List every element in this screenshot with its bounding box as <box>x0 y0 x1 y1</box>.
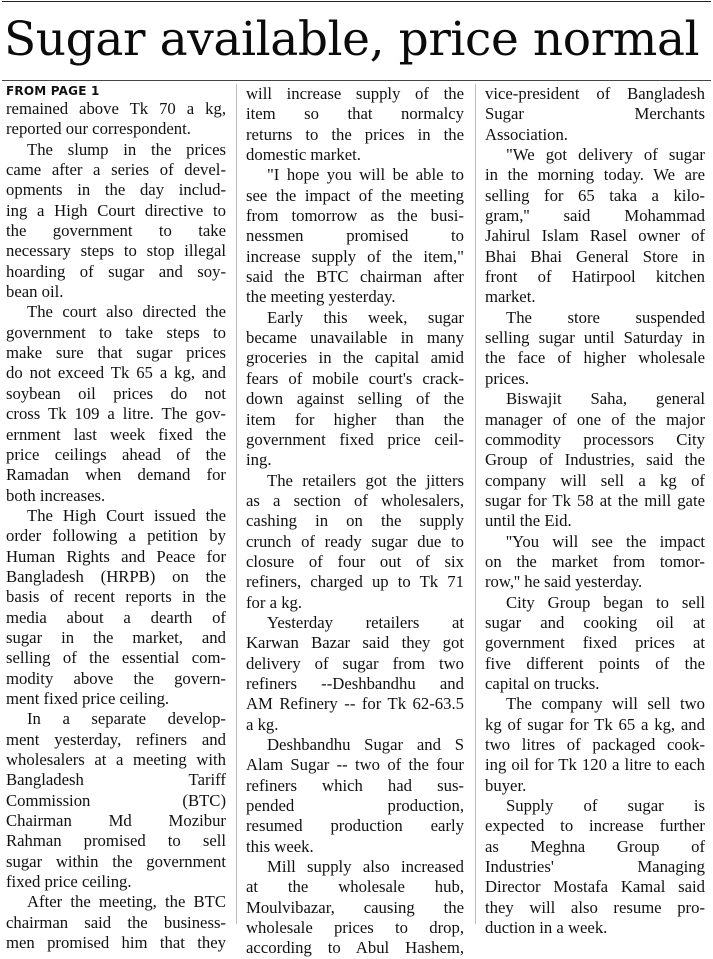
article-text-line: ing. <box>246 450 272 470</box>
article-text-line: government to take steps to <box>6 322 226 342</box>
column-divider <box>475 84 476 924</box>
article-text-line: resumed production early <box>246 816 464 836</box>
article-text-line: ernment last week fixed the <box>6 424 226 444</box>
article-text-line: reported our correspondent. <box>6 119 191 139</box>
article-text-line: market. <box>485 287 536 307</box>
article-text-line: selling sugar until Saturday in <box>485 328 705 348</box>
article-text-line: a kg. <box>246 714 279 734</box>
article-text-line: five different points of the <box>485 653 705 673</box>
article-text-line: order following a petition by <box>6 526 226 546</box>
article-column-3 <box>485 84 705 938</box>
article-text-line: cashing in on the supply <box>246 511 464 531</box>
article-text-line: became unavailable in many <box>246 328 464 348</box>
article-text-line: Human Rights and Peace for <box>6 546 226 566</box>
article-text-line: men promised him that they <box>6 933 226 953</box>
article-text-line: Group of Industries, said the <box>485 450 705 470</box>
article-text-line: sugar within the government <box>6 851 226 871</box>
article-text-line: closure of four out of six <box>246 551 464 571</box>
article-text-line: soybean oil prices do not <box>6 383 226 403</box>
article-text-line: ing oil for Tk 120 a litre to each <box>485 755 705 775</box>
article-text-line: according to Abul Hashem, <box>246 938 464 958</box>
article-text-line: manager of one of the major <box>485 409 705 429</box>
article-text-line: chairman said the business- <box>6 912 226 932</box>
article-text-line: said the BTC chairman after <box>246 267 464 287</box>
article-text-line: The retailers got the jitters <box>267 470 464 490</box>
article-text-line: Jahirul Islam Rasel owner of <box>485 226 705 246</box>
article-text-line: make sure that sugar prices <box>6 343 226 363</box>
article-text-line: as Meghna Group of <box>485 836 705 856</box>
article-text-line: front of Hatirpool kitchen <box>485 267 705 287</box>
article-text-line: buyer. <box>485 775 527 795</box>
article-text-line: both increases. <box>6 485 106 505</box>
article-text-line: returns to the prices in the <box>246 124 464 144</box>
article-text-line: opments in the day includ- <box>6 180 226 200</box>
article-text-line: increase supply of the item," <box>246 246 464 266</box>
column-divider <box>236 84 237 924</box>
article-text-line: item so that normalcy <box>246 104 464 124</box>
article-text-line: nessmen promised to <box>246 226 464 246</box>
article-text-line: selling of the essential com- <box>6 648 226 668</box>
article-text-line: Sugar Merchants <box>485 104 705 124</box>
article-text-line: The slump in the prices <box>27 139 226 159</box>
kicker-from-page: FROM PAGE 1 <box>6 84 100 98</box>
article-text-line: wholesalers at a meeting with <box>6 750 226 769</box>
article-text-line: row,'' he said yesterday. <box>485 572 643 592</box>
article-text-line: fears of mobile court's crack- <box>246 368 464 388</box>
article-text-line: Chairman Md Mozibur <box>6 811 226 831</box>
article-text-line: price ceilings ahead of the <box>6 444 226 464</box>
article-text-line: see the impact of the meeting <box>246 185 464 205</box>
article-text-line: Moulvibazar, causing the <box>246 897 464 917</box>
article-text-line: Bhai Bhai General Store in <box>485 246 705 266</box>
article-text-line: Ramadan when demand for <box>6 465 226 485</box>
article-text-line: down against selling of the <box>246 389 464 409</box>
article-text-line: sugar in the market, and <box>6 627 226 647</box>
article-text-line: City Group began to sell <box>506 592 705 612</box>
article-column-1 <box>6 84 226 953</box>
article-text-line: "We got delivery of sugar <box>506 145 705 165</box>
article-column-2 <box>246 84 464 958</box>
article-text-line: pended production, <box>246 796 464 816</box>
article-text-line: refiners which had sus- <box>246 775 464 795</box>
article-text-line: After the meeting, the BTC <box>27 892 226 912</box>
article-text-line: do not exceed Tk 65 a kg, and <box>6 363 226 383</box>
article-text-line: hoarding of sugar and soy- <box>6 261 226 281</box>
article-text-line: fixed price ceiling. <box>6 872 132 892</box>
article-text-line: bean oil. <box>6 282 64 302</box>
headline: Sugar available, price normal <box>4 12 700 67</box>
article-text-line: refiners, charged up to Tk 71 <box>246 572 464 592</box>
article-text-line: the meeting yesterday. <box>246 287 396 307</box>
article-text-line: government fixed price ceil- <box>246 429 464 449</box>
article-text-line: in the morning today. We are <box>485 165 705 185</box>
article-text-line: ment yesterday, refiners and <box>6 729 226 749</box>
article-text-line: refiners --Deshbandhu and <box>246 673 464 693</box>
article-text-line: they will also resume pro- <box>485 897 705 917</box>
article-text-line: Rahman promised to sell <box>6 831 226 851</box>
article-text-line: Supply of sugar is <box>506 796 705 816</box>
article-text-line: remained above Tk 70 a kg, <box>6 99 226 118</box>
article-text-line: groceries in the capital amid <box>246 348 464 368</box>
article-text-line: The High Court issued the <box>27 505 226 525</box>
article-text-line: two litres of packaged cook- <box>485 735 705 754</box>
article-text-line: Industries' Managing <box>485 857 705 877</box>
article-text-line: Early this week, sugar <box>267 307 464 327</box>
article-text-line: commodity processors City <box>485 429 705 449</box>
article-text-line: The court also directed the <box>27 302 226 322</box>
article-text-line: kg of sugar for Tk 65 a kg, and <box>485 714 705 734</box>
article-text-line: wholesale prices to drop, <box>246 918 464 938</box>
article-text-line: vice-president of Bangladesh <box>485 84 705 103</box>
article-text-line: as a section of wholesalers, <box>246 490 464 510</box>
article-text-line: until the Eid. <box>485 511 572 531</box>
article-text-line: Alam Sugar -- two of the four <box>246 755 464 775</box>
article-text-line: Bangladesh (HRPB) on the <box>6 566 226 586</box>
article-text-line: domestic market. <box>246 145 361 165</box>
article-text-line: modity above the govern- <box>6 668 226 688</box>
article-text-line: Director Mostafa Kamal said <box>485 877 705 897</box>
article-text-line: for a kg. <box>246 592 303 612</box>
article-text-line: Biswajit Saha, general <box>506 389 705 409</box>
article-text-line: Deshbandhu Sugar and S <box>267 735 464 754</box>
article-text-line: duction in a week. <box>485 918 608 938</box>
article-text-line: came after a series of devel- <box>6 160 226 180</box>
article-text-line: capital on trucks. <box>485 673 600 693</box>
article-text-line: necessary steps to stop illegal <box>6 241 226 261</box>
article-text-line: Association. <box>485 124 568 144</box>
article-text-line: sugar for Tk 58 at the mill gate <box>485 490 705 510</box>
article-text-line: ''You will see the impact <box>506 531 705 551</box>
top-border-rule <box>2 1 711 2</box>
article-text-line: media about a dearth of <box>6 607 226 627</box>
article-text-line: sugar and cooking oil at <box>485 612 705 632</box>
article-text-line: "I hope you will be able to <box>267 165 464 185</box>
article-text-line: The store suspended <box>506 307 705 327</box>
article-text-line: government fixed prices at <box>485 633 705 653</box>
article-text-line: company will sell a kg of <box>485 470 705 490</box>
article-text-line: crunch of ready sugar due to <box>246 531 464 551</box>
article-text-line: gram,'' said Mohammad <box>485 206 705 226</box>
article-text-line: Commission (BTC) <box>6 790 226 810</box>
article-text-line: prices. <box>485 368 530 388</box>
headline-rule <box>2 80 711 81</box>
article-text-line: the face of higher wholesale <box>485 348 705 368</box>
article-text-line: In a separate develop- <box>27 709 226 729</box>
article-text-line: will increase supply of the <box>246 84 464 103</box>
article-text-line: item for higher than the <box>246 409 464 429</box>
article-text-line: this week. <box>246 836 314 856</box>
article-text-line: basis of recent reports in the <box>6 587 226 607</box>
article-text-line: cross Tk 109 a litre. The gov- <box>6 404 226 424</box>
article-text-line: The company will sell two <box>506 694 705 714</box>
article-text-line: at the wholesale hub, <box>246 877 464 897</box>
article-text-line: the government to take <box>6 221 226 241</box>
article-text-line: AM Refinery -- for Tk 62-63.5 <box>246 694 464 714</box>
article-text-line: Bangladesh Tariff <box>6 770 226 790</box>
article-text-line: Yesterday retailers at <box>267 612 464 632</box>
article-text-line: on the market from tomor- <box>485 551 705 571</box>
article-text-line: ment fixed price ceiling. <box>6 688 170 708</box>
article-text-line: expected to increase further <box>485 816 705 836</box>
article-text-line: Mill supply also increased <box>267 857 464 877</box>
article-text-line: delivery of sugar from two <box>246 653 464 673</box>
article-text-line: Karwan Bazar said they got <box>246 633 464 653</box>
article-text-line: from tomorrow as the busi- <box>246 206 464 226</box>
article-text-line: ing a High Court directive to <box>6 200 226 220</box>
article-text-line: selling for 65 taka a kilo- <box>485 185 705 205</box>
